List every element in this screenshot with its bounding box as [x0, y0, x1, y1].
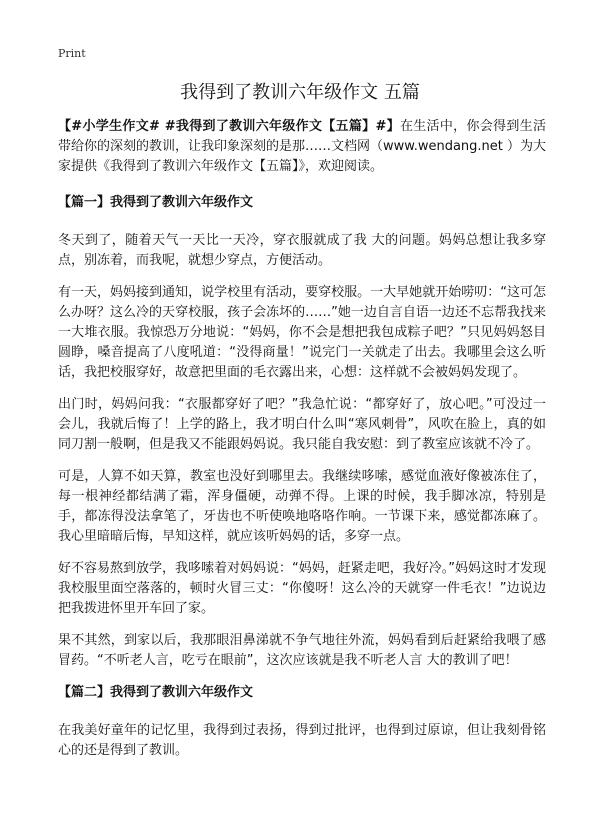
paragraph: 出门时，妈妈问我：“衣服都穿好了吧？”我急忙说：“都穿好了，放心吧。”可没过一会儿，我就后悔了！上学的路上，我才明白什么叫“寒风刺骨”，风吹在脸上，真的如同刀割一般啊，但是我又不能跟妈妈说。我只能自我安慰：到了教室应该就不冷了。 [58, 397, 546, 452]
paragraph: 冬天到了，随着天气一天比一天冷，穿衣服就成了我 大的问题。妈妈总想让我多穿点，别冻着，而我呢，就想少穿点，方便活动。 [58, 233, 546, 268]
section-heading: 【篇一】我得到了教训六年级作文 [58, 195, 254, 210]
document-body [58, 117, 546, 773]
paragraph: 好不容易熬到放学，我哆嗦着对妈妈说：“妈妈，赶紧走吧，我好冷。”妈妈这时才发现我校服里面空落落的，顿时火冒三丈：“你傻呀！这么冷的天就穿一件毛衣！”边说边把我拨进怀里开车回了家。 [58, 561, 546, 616]
paragraph: 可是，人算不如天算，教室也没好到哪里去。我继续哆嗦，感觉血液好像被冻住了，每一根神经都结满了霜，浑身僵硬，动弹不得。上课的时候，我手脚冰凉，特别是手，都冻得没法拿笔了，牙齿也不听使唤地咯咯作响。一节课下来，感觉都冻麻了。我心里暗暗后悔，早知这样，就应该听妈妈的话，多穿一点。 [58, 469, 546, 544]
paragraph: 在我美好童年的记忆里，我得到过表扬，得到过批评，也得到过原谅，但让我刻骨铭心的还是得到了教训。 [58, 723, 546, 758]
section-two [58, 683, 546, 761]
intro-tagline: 【#小学生作文# #我得到了教训六年级作文【五篇】#】 [58, 119, 400, 134]
intro-text: 在生活中，你会得到生活带给你的深刻的教训，让我印象深刻的是那……文档网（www.wendang.net ）为大家提供《我得到了教训六年级作文【五篇】》，欢迎阅读。 [58, 119, 547, 174]
paragraph: 果不其然，到家以后，我那眼泪鼻涕就不争气地往外流，妈妈看到后赶紧给我喂了感冒药。“不听老人言，吃亏在眼前”，这次应该就是我不听老人言 大的教训了吧！ [58, 633, 546, 668]
document-title: 我得到了教训六年级作文 五篇 [180, 82, 420, 103]
print-label: Print [58, 47, 86, 60]
paragraph: 有一天，妈妈接到通知，说学校里有活动，要穿校服。一大早她就开始唠叨：“这可怎么办呀？这么冷的天穿校服，孩子会冻坏的……”她一边自言自语一边还不忘帮我找来一大堆衣服。我惊恐万分地说：“妈妈，你不会是想把我包成粽子吧？”只见妈妈怒目圆睁，嗓音提高了八度吼道：“没得商量！”说完门一关就走了出去。我哪里会这么听话，我把校服穿好，故意把里面的毛衣露出来，心想：这样就不会被妈妈发现了。 [58, 285, 546, 380]
intro-paragraph [58, 117, 546, 177]
section-one [58, 193, 546, 671]
section-heading: 【篇二】我得到了教训六年级作文 [58, 685, 254, 700]
